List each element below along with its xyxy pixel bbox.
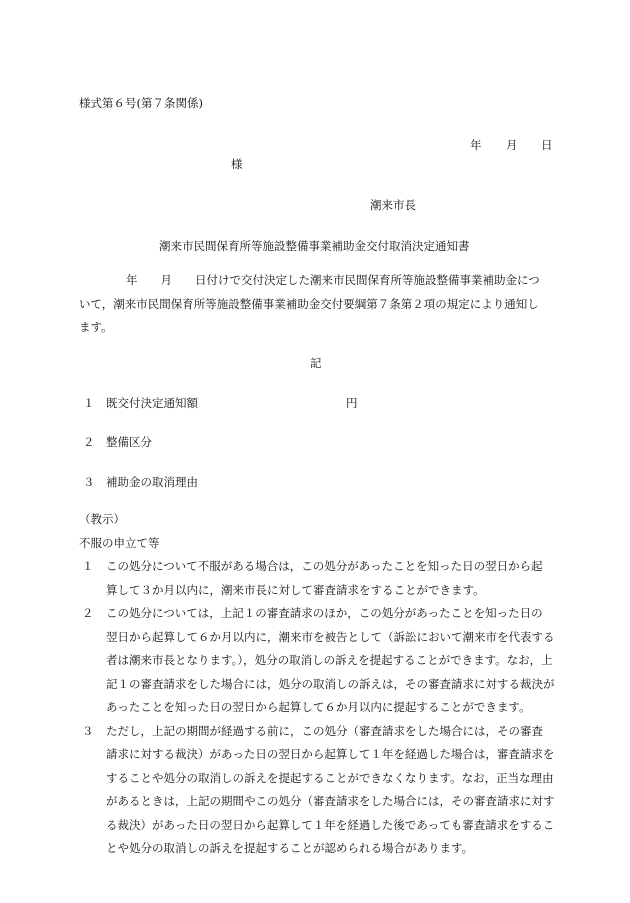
body-paragraph <box>79 269 555 340</box>
notice-line: ただし，上記の期間が経過する前に，この処分（審査請求をした場合には，その審査 <box>106 723 543 738</box>
issuer: 潮来市長 <box>370 198 416 212</box>
addressee: 様 <box>231 157 243 171</box>
notice-item-3 <box>79 720 555 861</box>
notice-line: 記１の審査請求をした場合には，処分の取消しの訴えは，その審査請求に対する裁決が <box>106 676 555 691</box>
notice-heading: （教示） <box>79 512 125 526</box>
notice-line: 請求に対する裁決）があった日の翌日から起算して１年を経過した場合は，審査請求を <box>106 747 555 761</box>
notice-line: この処分については，上記１の審査請求のほか，この処分があったことを知った日の <box>106 606 543 620</box>
notice-line: とや処分の取消しの訴えを提起することが認められる場合があります。 <box>106 841 474 855</box>
date-day: 日 <box>541 138 553 152</box>
notice-item-number: ３ <box>82 723 94 738</box>
notice-line: 算して３か月以内に，潮来市長に対して審査請求をすることができます。 <box>106 582 485 597</box>
document-title: 潮来市民間保育所等施設整備事業補助金交付取消決定通知書 <box>159 239 470 253</box>
notice-item-number: ２ <box>82 606 94 620</box>
notice-section <box>79 508 555 861</box>
notice-line: あったことを知った日の翌日から起算して６か月以内に提起することができます。 <box>106 700 531 714</box>
notice-line: 者は潮来市長となります。），処分の取消しの訴えを提起することができます。なお，上 <box>106 653 553 667</box>
notice-subheading: 不服の申立て等 <box>79 535 160 550</box>
body-line: いて，潮来市民間保育所等施設整備事業補助金交付要綱第７条第２項の規定により通知し <box>79 296 539 311</box>
notice-line: この処分について不服がある場合は，この処分があったことを知った日の翌日から起 <box>106 559 543 573</box>
body-line: ます。 <box>79 320 113 334</box>
notice-line: があるときは，上記の期間やこの処分（審査請求をした場合には，その審査請求に対す <box>106 794 555 808</box>
item-2-label: ２ 整備区分 <box>83 435 152 449</box>
notice-line: 翌日から起算して６か月以内に，潮来市を被告として（訴訟において潮来市を代表する <box>106 629 555 644</box>
notice-line: る裁決）があった日の翌日から起算して１年を経過した後であっても審査請求をするこ <box>106 817 555 832</box>
form-number: 様式第６号(第７条関係) <box>79 96 203 110</box>
notice-line: することや処分の取消しの訴えを提起することができなくなります。なお，正当な理由 <box>106 770 554 785</box>
item-1-unit: 円 <box>346 396 358 410</box>
body-line: 年 月 日付けで交付決定した潮来市民間保育所等施設整備事業補助金につ <box>126 273 540 287</box>
notice-item-number: １ <box>82 559 94 573</box>
date-year: 年 <box>470 138 482 152</box>
item-3-label: ３ 補助金の取消理由 <box>83 475 198 489</box>
notice-item-2 <box>79 602 555 720</box>
notice-item-1 <box>79 555 555 602</box>
item-1-label: １ 既交付決定通知額 <box>83 396 198 410</box>
date-month: 月 <box>506 138 518 152</box>
ki-heading: 記 <box>310 356 322 370</box>
